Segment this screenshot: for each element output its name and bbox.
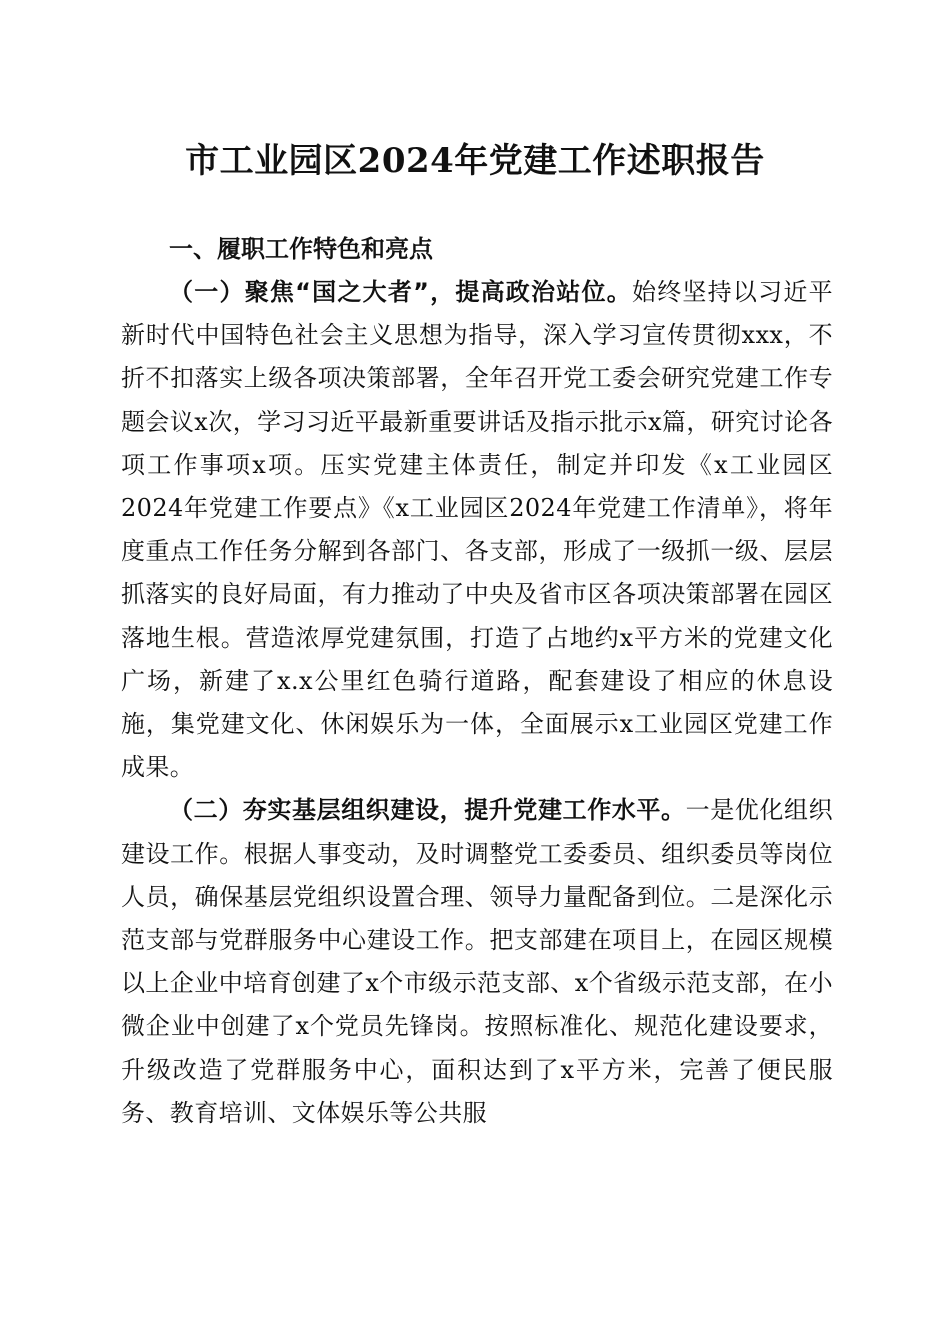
document-title: 市工业园区2024年党建工作述职报告 — [185, 141, 765, 181]
paragraph-2-text: 一是优化组织建设工作。根据人事变动，及时调整党工委委员、组织委员等岗位人员，确保基层党组织设置合理、领导力量配备到位。二是深化示范支部与党群服务中心建设工作。把支部建在项目上，在园区规模以上企业中培育创建了x个市级示范支部、x个省级示范支部，在小微企业中创建了x个党员先锋岗。按照标准化、规范化建设要求，升级改造了党群服务中心，面积达到了x平方米，完善了便民服务、教育培训、文体娱乐等公共服 — [121, 796, 833, 1127]
document-body — [121, 228, 833, 1135]
paragraph-1 — [121, 271, 833, 789]
paragraph-1-text: 始终坚持以习近平新时代中国特色社会主义思想为指导，深入学习宣传贯彻xxx，不折不扣落实上级各项决策部署，全年召开党工委会研究党建工作专题会议x次，学习习近平最新重要讲话及指示批示x篇，研究讨论各项工作事项x项。压实党建主体责任，制定并印发《x工业园区2024年党建工作要点》《x工业园区2024年党建工作清单》，将年度重点工作任务分解到各部门、各支部，形成了一级抓一级、层层抓落实的良好局面，有力推动了中央及省市区各项决策部署在园区落地生根。营造浓厚党建氛围，打造了占地约x平方米的党建文化广场，新建了x.x公里红色骑行道路，配套建设了相应的休息设施，集党建文化、休闲娱乐为一体，全面展示x工业园区党建工作成果。 — [121, 278, 833, 782]
section-heading: 一、履职工作特色和亮点 — [169, 235, 433, 263]
paragraph-2-lead: （二）夯实基层组织建设，提升党建工作水平。 — [169, 796, 686, 825]
paragraph-1-lead: （一）聚焦“国之大者”，提高政治站位。 — [169, 278, 632, 306]
paragraph-2 — [121, 789, 833, 1135]
